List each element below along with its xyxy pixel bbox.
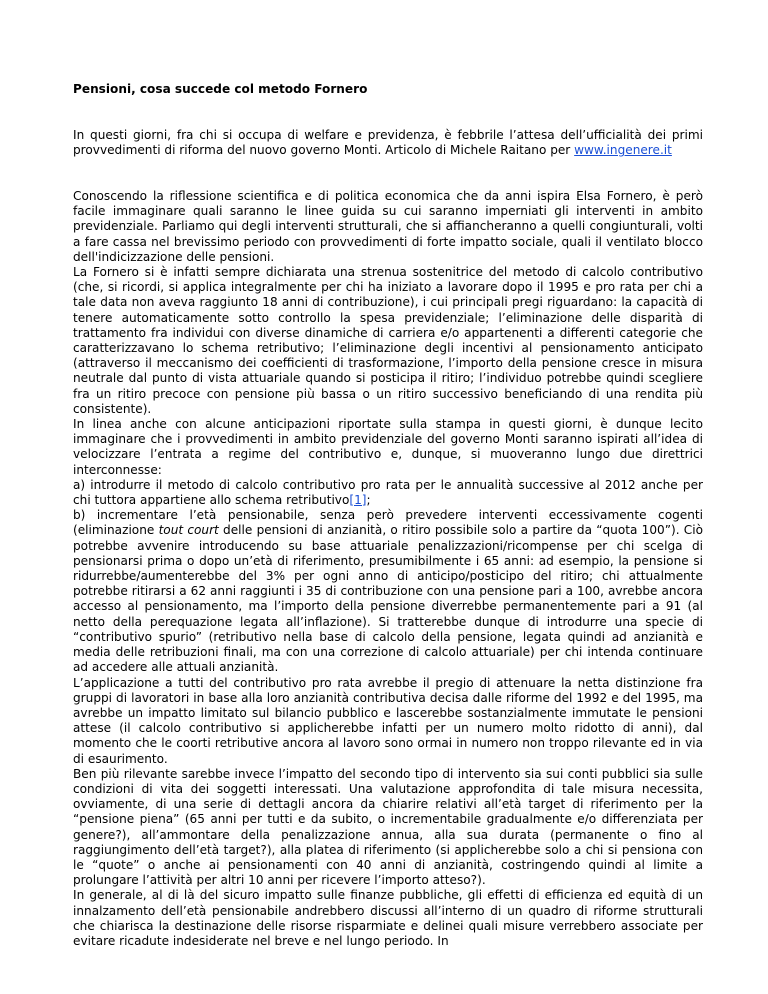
lead-text: In questi giorni, fra chi si occupa di welfare e previdenza, è febbrile l’attesa dell’ufficialità dei primi provvedimenti di riforma del nuovo governo Monti. Articolo di Michele Raitano per [73, 128, 703, 158]
body-paragraph: In linea anche con alcune anticipazioni riportate sulla stampa in questi giorni, è dunque lecito immaginare che i provvedimenti in ambito previdenziale del governo Monti saranno ispirati all’idea di velocizzare l’entrata a regime del contributivo e, dunque, si muoveranno lungo due direttrici interconnesse: [73, 417, 703, 477]
article-body [73, 189, 703, 949]
footnote-link[interactable]: [1] [349, 493, 367, 508]
body-paragraph: Conoscendo la riflessione scientifica e di politica economica che da anni ispira Elsa Fornero, è però facile immaginare quali saranno le linee guida su cui saranno imperniati gli interventi in ambito previdenziale. Parliamo qui degli interventi strutturali, che si affiancheranno a quelli congiunturali, volti a fare cassa nel brevissimo periodo con provvedimenti di forte impatto sociale, quali il ventilato blocco dell'indicizzazione delle pensioni. [73, 189, 703, 264]
body-paragraph: Ben più rilevante sarebbe invece l’impatto del secondo tipo di intervento sia sui conti pubblici sia sulle condizioni di vita dei soggetti interessati. Una valutazione approfondita di tale misura necessita, ovviamente, di una serie di dettagli ancora da chiarire relativi all’età target di riferimento per la “pensione piena” (65 anni per tutti e da subito, o incrementabile gradualmente e/o differenziata per genere?), all’ammontare della penalizzazione annua, alla sua durata (permanente o fino al raggiungimento dell’età target?), alla platea di riferimento (si applicherebbe solo a chi si pensiona con le “quote” o anche ai pensionamenti con 40 anni di anzianità, costringendo quindi al limite a prolungare l’attività per altri 10 anni per ricevere l’importo atteso?). [73, 766, 703, 888]
list-item-b-start: b) incrementare l’età pensionabile, senza però prevedere interventi eccessivamente cogenti (eliminazione [73, 508, 703, 538]
list-item-a-end: ; [366, 493, 371, 508]
body-paragraph: L’applicazione a tutti del contributivo pro rata avrebbe il pregio di attenuare la netta distinzione fra gruppi di lavoratori in base alla loro anzianità contributiva decisa dalle riforme del 1992 e del 1995, ma avrebbe un impatto limitato sul bilancio pubblico e lascerebbe sostanzialmente immutate le pensioni attese (il calcolo contributivo si applicherebbe infatti per un numero molto ridotto di anni), dal momento che le coorti retributive ancora al lavoro sono ormai in numero non troppo rilevante ed in via di esaurimento. [73, 675, 703, 766]
list-item-a-text: a) introdurre il metodo di calcolo contributivo pro rata per le annualità successive al 2012 anche per chi tuttora appartiene allo schema retributivo [73, 477, 703, 508]
body-paragraph: In generale, al di là del sicuro impatto sulle finanze pubbliche, gli effetti di efficienza ed equità di un innalzamento dell’età pensionabile andrebbero discussi all’interno di un quadro di riforme strutturali che chiarisca la destinazione delle risorse risparmiate e delinei quali misure verrebbero associate per evitare ricadute indesiderate nel breve e nel lungo periodo. In [73, 888, 703, 948]
list-item-b-italic: tout court [158, 523, 219, 538]
source-link[interactable]: www.ingenere.it [574, 143, 672, 158]
body-paragraph: La Fornero si è infatti sempre dichiarata una strenua sostenitrice del metodo di calcolo contributivo (che, si ricordi, si applica integralmente per chi ha iniziato a lavorare dopo il 1995 e pro rata per chi a tale data non aveva raggiunto 18 anni di contribuzione), i cui principali pregi riguardano: la capacità di tenere automaticamente sotto controllo la spesa previdenziale; l’eliminazione delle disparità di trattamento fra individui con diverse dinamiche di carriera e/o appartenenti a differenti categorie che caratterizzavano lo schema retributivo; l’eliminazione degli incentivi al pensionamento anticipato (attraverso il meccanismo dei coefficienti di trasformazione, l’importo della pensione cresce in misura neutrale dal punto di vista attuariale quando si posticipa il ritiro; l’individuo potrebbe quindi scegliere fra un ritiro precoce con pensione più bassa o un ritiro successivo beneficiando di una rendita più consistente). [73, 265, 703, 416]
list-item-a [73, 478, 703, 508]
list-item-b-rest: delle pensioni di anzianità, o ritiro possibile solo a partire da “quota 100”). Ciò potrebbe avvenire introducendo su base attuariale penalizzazioni/ricompense per chi scelga di pensionarsi prima o dopo un’età di riferimento, presumibilmente i 65 anni: ad esempio, la pensione si ridurrebbe/aumenterebbe del 3% per ogni anno di anticipo/posticipo del ritiro; chi attualmente potrebbe ritirarsi a 62 anni raggiunti i 35 di contribuzione con una pensione pari a 100, avrebbe ancora accesso al pensionamento, ma l’importo della pensione diverrebbe permanentemente pari a 91 (al netto della perequazione legata all’inflazione). Si tratterebbe dunque di introdurre una specie di “contributivo spurio” (retributivo nella base di calcolo della pensione, legata quindi ad anzianità e media delle retribuzioni finali, ma con una correzione di calcolo attuariale) per chi intenda continuare ad accedere alle attuali anzianità. [73, 523, 704, 675]
list-item-b [73, 508, 703, 675]
lead-paragraph [73, 128, 703, 158]
document-title: Pensioni, cosa succede col metodo Fornero [73, 82, 368, 96]
